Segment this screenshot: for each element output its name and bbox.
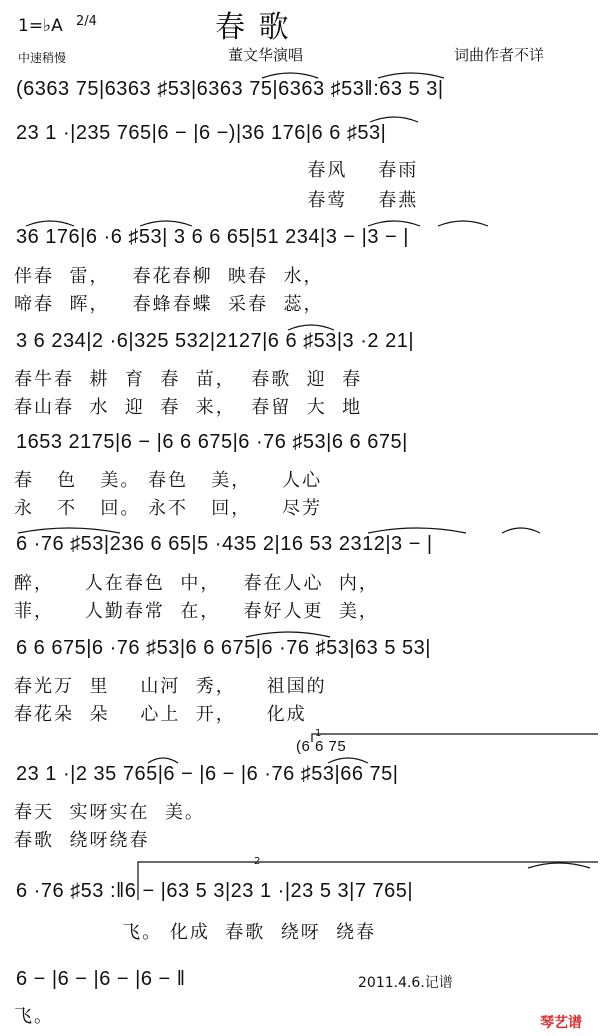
slur-6 xyxy=(438,221,488,226)
lyric-line-3b: 啼春 晖， 春蜂春蝶 采春 蕊， xyxy=(14,294,324,315)
lyric-line-3a: 伴春 雷， 春花春柳 映春 水， xyxy=(14,266,324,287)
time-signature: 2/4 xyxy=(76,14,97,29)
lyric-line-4b: 春山春 水 迎 春 来， 春留 大 地 xyxy=(14,397,363,418)
lyric-line-5a: 春 色 美。 春色 美， 人心 xyxy=(14,470,323,491)
lyric-line-5b: 永 不 回。 永不 回， 尽芳 xyxy=(14,498,323,519)
lyric-line-10a: 飞。 xyxy=(14,1006,54,1027)
slur-14 xyxy=(528,863,590,868)
slur-10 xyxy=(502,528,540,533)
credits: 词曲作者不详 xyxy=(454,46,545,64)
lyric-line-4a: 春牛春 耕 育 春 苗， 春歌 迎 春 xyxy=(14,369,363,390)
song-title: 春 歌 xyxy=(215,10,291,45)
score-line-6: 6 ·76 ♯53|236 6 65|5 ·435 2|16 53 2312|3 − | xyxy=(16,533,433,555)
performer: 董文华演唱 xyxy=(228,46,304,64)
tempo-marking: 中速稍慢 xyxy=(18,51,67,65)
lyric-line-9a: 飞。 化成 春歌 绕呀 绕春 xyxy=(14,922,377,943)
score-line-1: (6363 75|6363 ♯53|6363 75|6363 ♯53‖:63 5 3| xyxy=(16,78,444,100)
score-line-9: 6 ·76 ♯53 :‖6 − |63 5 3|23 1 ·|23 5 3|7 765| xyxy=(16,880,414,902)
transcription-date: 2011.4.6.记谱 xyxy=(358,975,453,991)
volta-1-number: 1 xyxy=(315,728,322,739)
score-line-7: 6 6 675|6 ·76 ♯53|6 6 675|6 ·76 ♯53|63 5 53| xyxy=(16,637,431,659)
site-logo: 琴艺谱 xyxy=(540,1015,582,1031)
score-line-2: 23 1 ·|235 765|6 − |6 −)|36 176|6 6 ♯53| xyxy=(16,122,387,144)
lyric-line-7a: 春光万 里 山河 秀， 祖国的 xyxy=(14,676,327,697)
lyric-line-6b: 菲， 人勤春常 在， 春好人更 美， xyxy=(14,601,379,622)
lyric-line-8a: 春天 实呀实在 美。 xyxy=(14,802,205,823)
lyric-line-6a: 醉， 人在春色 中， 春在人心 内， xyxy=(14,573,379,594)
volta-1-bracket xyxy=(312,734,598,742)
key-signature: 1=♭A xyxy=(18,16,63,36)
lyric-line-8b: 春歌 绕呀绕春 xyxy=(14,830,150,851)
lyric-line-7b: 春花朵 朵 心上 开， 化成 xyxy=(14,704,307,725)
score-line-3: 36 176|6 ·6 ♯53| 3 6 6 65|51 234|3 − |3 − | xyxy=(16,226,409,248)
volta-2-number: 2 xyxy=(254,856,261,867)
volta-1-pickup: (6 6 75 xyxy=(296,738,347,755)
score-line-10: 6 − |6 − |6 − |6 − ‖ xyxy=(16,968,186,990)
lyric-line-2a: 春风 春雨 xyxy=(14,160,419,181)
score-line-4: 3 6 234|2 ·6|325 532|2127|6 6 ♯53|3 ·2 21| xyxy=(16,330,415,352)
lyric-line-2b: 春莺 春燕 xyxy=(14,190,419,211)
score-line-5: 1653 2175|6 − |6 6 675|6 ·76 ♯53|6 6 675| xyxy=(16,431,408,453)
score-line-8: 23 1 ·|2 35 765|6 − |6 − |6 ·76 ♯53|66 75| xyxy=(16,763,399,785)
